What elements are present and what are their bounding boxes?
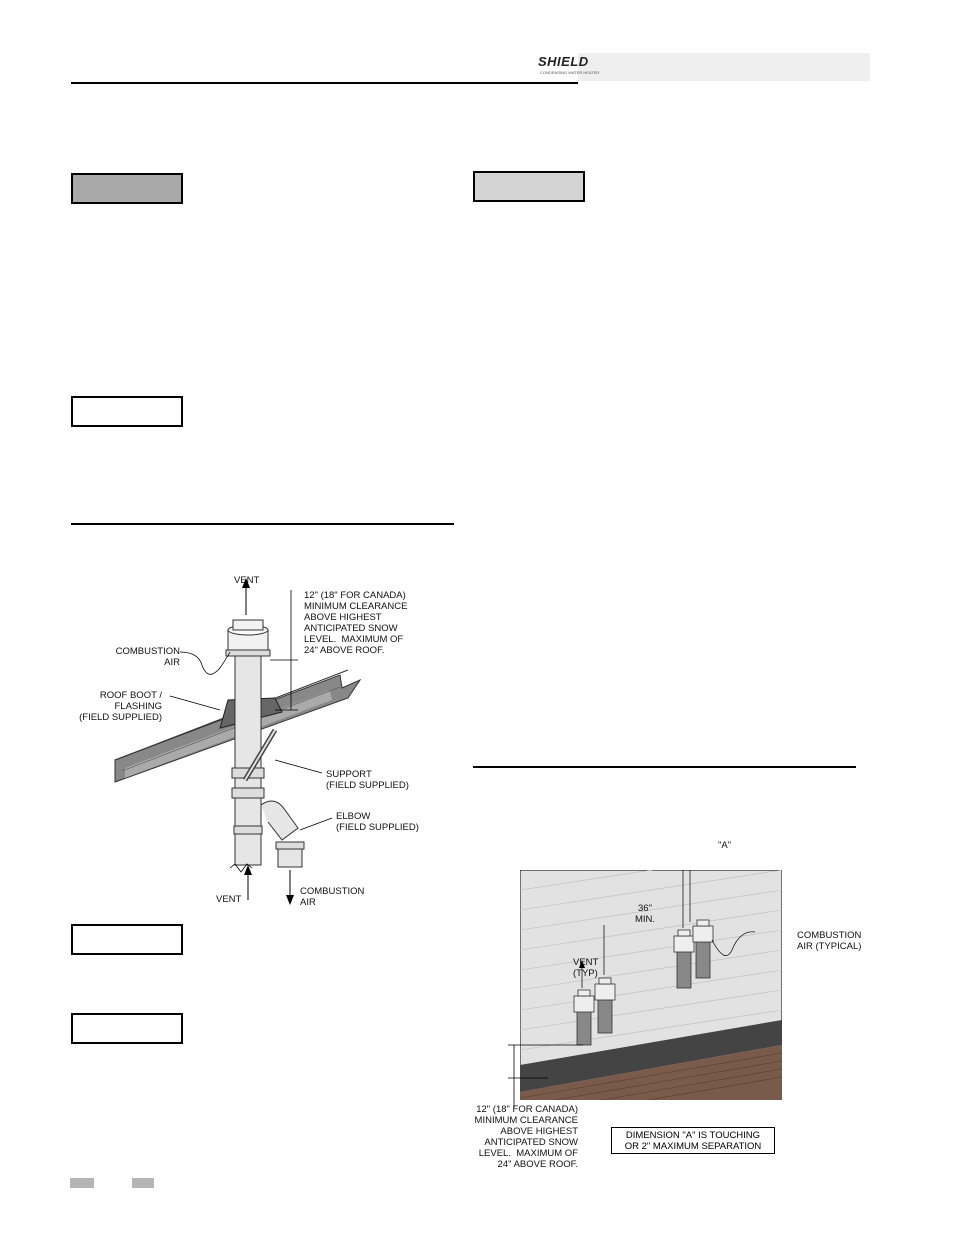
fig2-clearance-dimension	[508, 1040, 588, 1110]
warning-box	[71, 173, 183, 204]
fig1-roof-boot-label: ROOF BOOT / FLASHING (FIELD SUPPLIED)	[79, 690, 162, 723]
fig1-vent-top-label: VENT	[234, 575, 260, 586]
fig1-vent-bottom-label: VENT	[216, 894, 242, 905]
footer-block-left	[70, 1178, 94, 1188]
fig2-vent-typ-label: VENT (TYP)	[573, 957, 599, 979]
fig2-dimension-a-label: "A"	[718, 840, 732, 851]
fig2-min-36-label: 36" MIN.	[634, 903, 656, 925]
notice-box-2	[71, 924, 183, 955]
fig2-combustion-air-label: COMBUSTION AIR (TYPICAL)	[797, 930, 862, 952]
dimension-lines	[508, 1040, 588, 1110]
shield-logo-subtext: CONDENSING WATER HEATER	[540, 70, 600, 75]
fig1-combustion-air-label: COMBUSTION AIR	[115, 646, 180, 668]
shield-logo: SHIELD	[538, 54, 589, 69]
notice-box-1	[71, 396, 183, 427]
fig2-dimension-note: DIMENSION "A" IS TOUCHING OR 2" MAXIMUM SEPARATION	[611, 1127, 775, 1154]
section-rule-left	[71, 523, 454, 525]
caution-box	[473, 171, 585, 202]
header-rule	[71, 82, 578, 84]
notice-box-3	[71, 1013, 183, 1044]
fig2-clearance-note: 12" (18" FOR CANADA) MINIMUM CLEARANCE ABOVE HIGHEST ANTICIPATED SNOW LEVEL. MAXIMUM OF 24" ABOVE ROOF.	[474, 1104, 578, 1170]
fig1-elbow-label: ELBOW (FIELD SUPPLIED)	[336, 811, 419, 833]
fig1-clearance-note: 12" (18" FOR CANADA) MINIMUM CLEARANCE ABOVE HIGHEST ANTICIPATED SNOW LEVEL. MAXIMUM OF 24" ABOVE ROOF.	[304, 590, 408, 656]
fig1-combustion-air-bottom-label: COMBUSTION AIR	[300, 886, 365, 908]
fig1-support-label: SUPPORT (FIELD SUPPLIED)	[326, 769, 409, 791]
section-rule-right	[473, 766, 856, 768]
footer-block-right	[132, 1178, 154, 1188]
header-band	[578, 53, 870, 81]
